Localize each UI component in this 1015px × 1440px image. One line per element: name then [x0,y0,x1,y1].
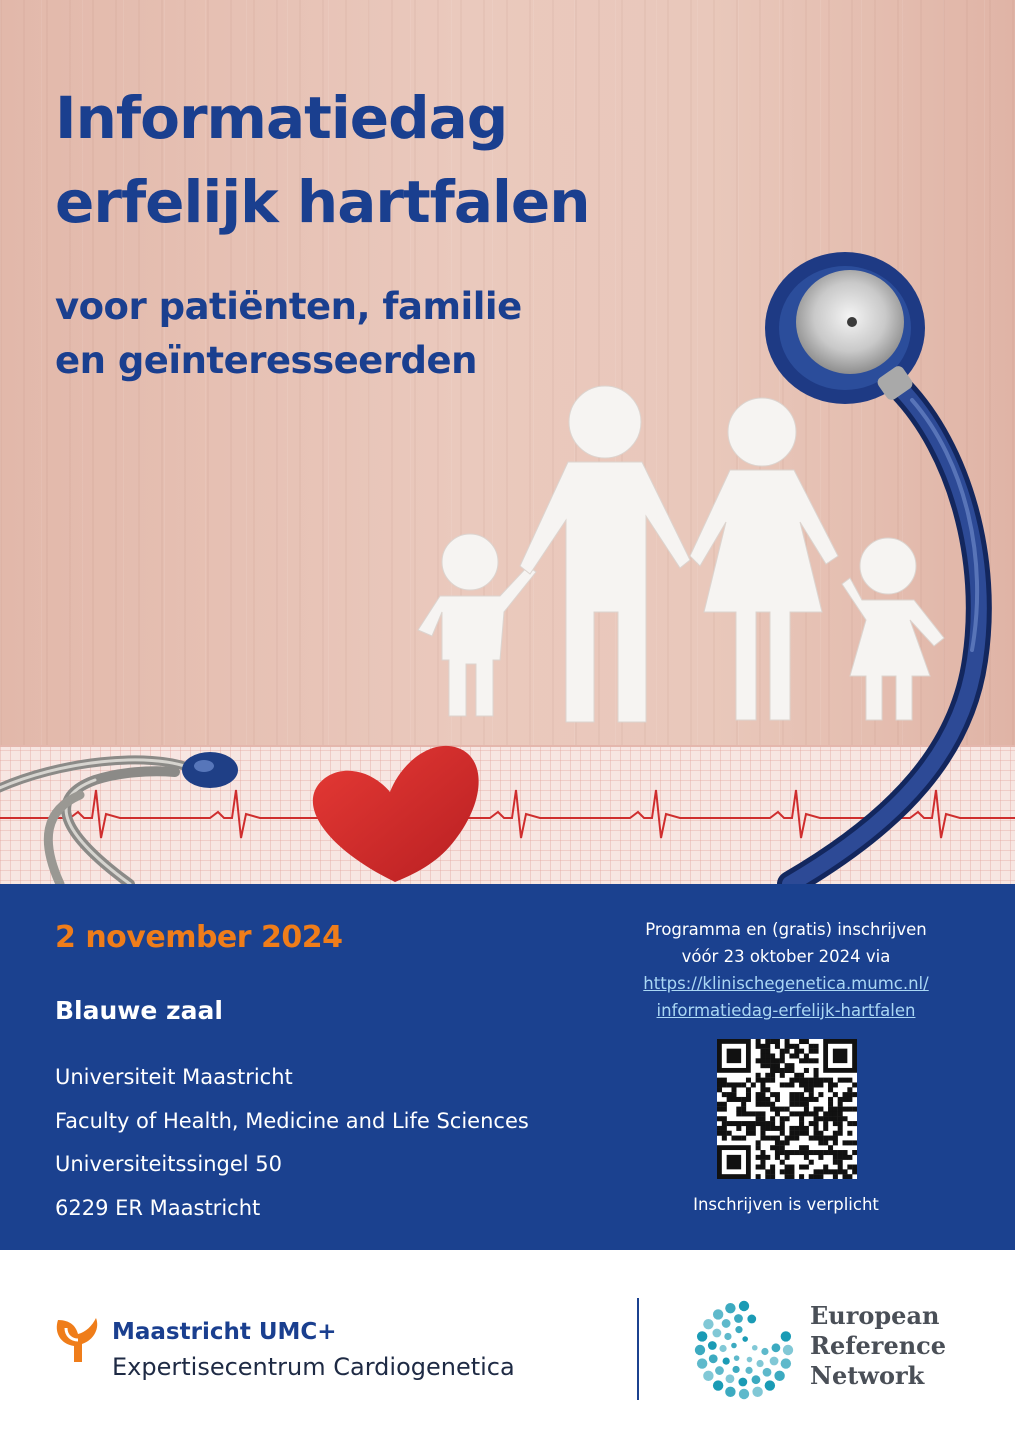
footer-divider [637,1298,639,1400]
ern-line-1: European [810,1301,940,1330]
event-date: 2 november 2024 [55,920,343,955]
event-venue: Blauwe zaal [55,996,223,1025]
registration-link-continued[interactable] [600,997,972,1024]
title-line-2: erfelijk hartfalen [55,168,590,236]
registration-text-line-1: Programma en (gratis) inschrijven [645,920,927,939]
footer [0,1250,1015,1440]
address-line: Faculty of Health, Medicine and Life Sciences [55,1108,529,1133]
title-line-1: Informatiedag [55,84,508,152]
registration-note: Inschrijven is verplicht [693,1195,879,1214]
page-title [55,76,755,244]
paper-family [418,386,944,722]
registration-link-line-1[interactable]: https://klinischegenetica.mumc.nl/ [643,974,929,993]
event-info-panel [0,884,1015,1250]
registration-block [600,916,972,1024]
address-line: Universiteit Maastricht [55,1065,293,1089]
registration-link[interactable] [600,970,972,997]
page-subtitle [55,280,695,388]
address-line: 6229 ER Maastricht [55,1195,261,1220]
ern-dots-logo-icon [694,1298,794,1402]
registration-text-line-2: vóór 23 oktober 2024 via [681,947,891,966]
subtitle-line-1: voor patiënten, familie [55,285,522,328]
org-subtitle: Expertisecentrum Cardiogenetica [112,1353,515,1381]
event-address [55,1056,529,1230]
subtitle-line-2: en geïnteresseerden [55,339,477,382]
qr-code-icon[interactable] [717,1039,857,1179]
registration-link-line-2[interactable]: informatiedag-erfelijk-hartfalen [656,1001,916,1020]
address-line: Universiteitssingel 50 [55,1152,283,1176]
ern-line-3: Network [810,1361,925,1390]
ern-line-2: Reference [810,1331,947,1360]
ern-wordmark [810,1301,946,1391]
org-name: Maastricht UMC+ [112,1319,337,1345]
maastricht-umc-logo-icon [52,1314,102,1366]
